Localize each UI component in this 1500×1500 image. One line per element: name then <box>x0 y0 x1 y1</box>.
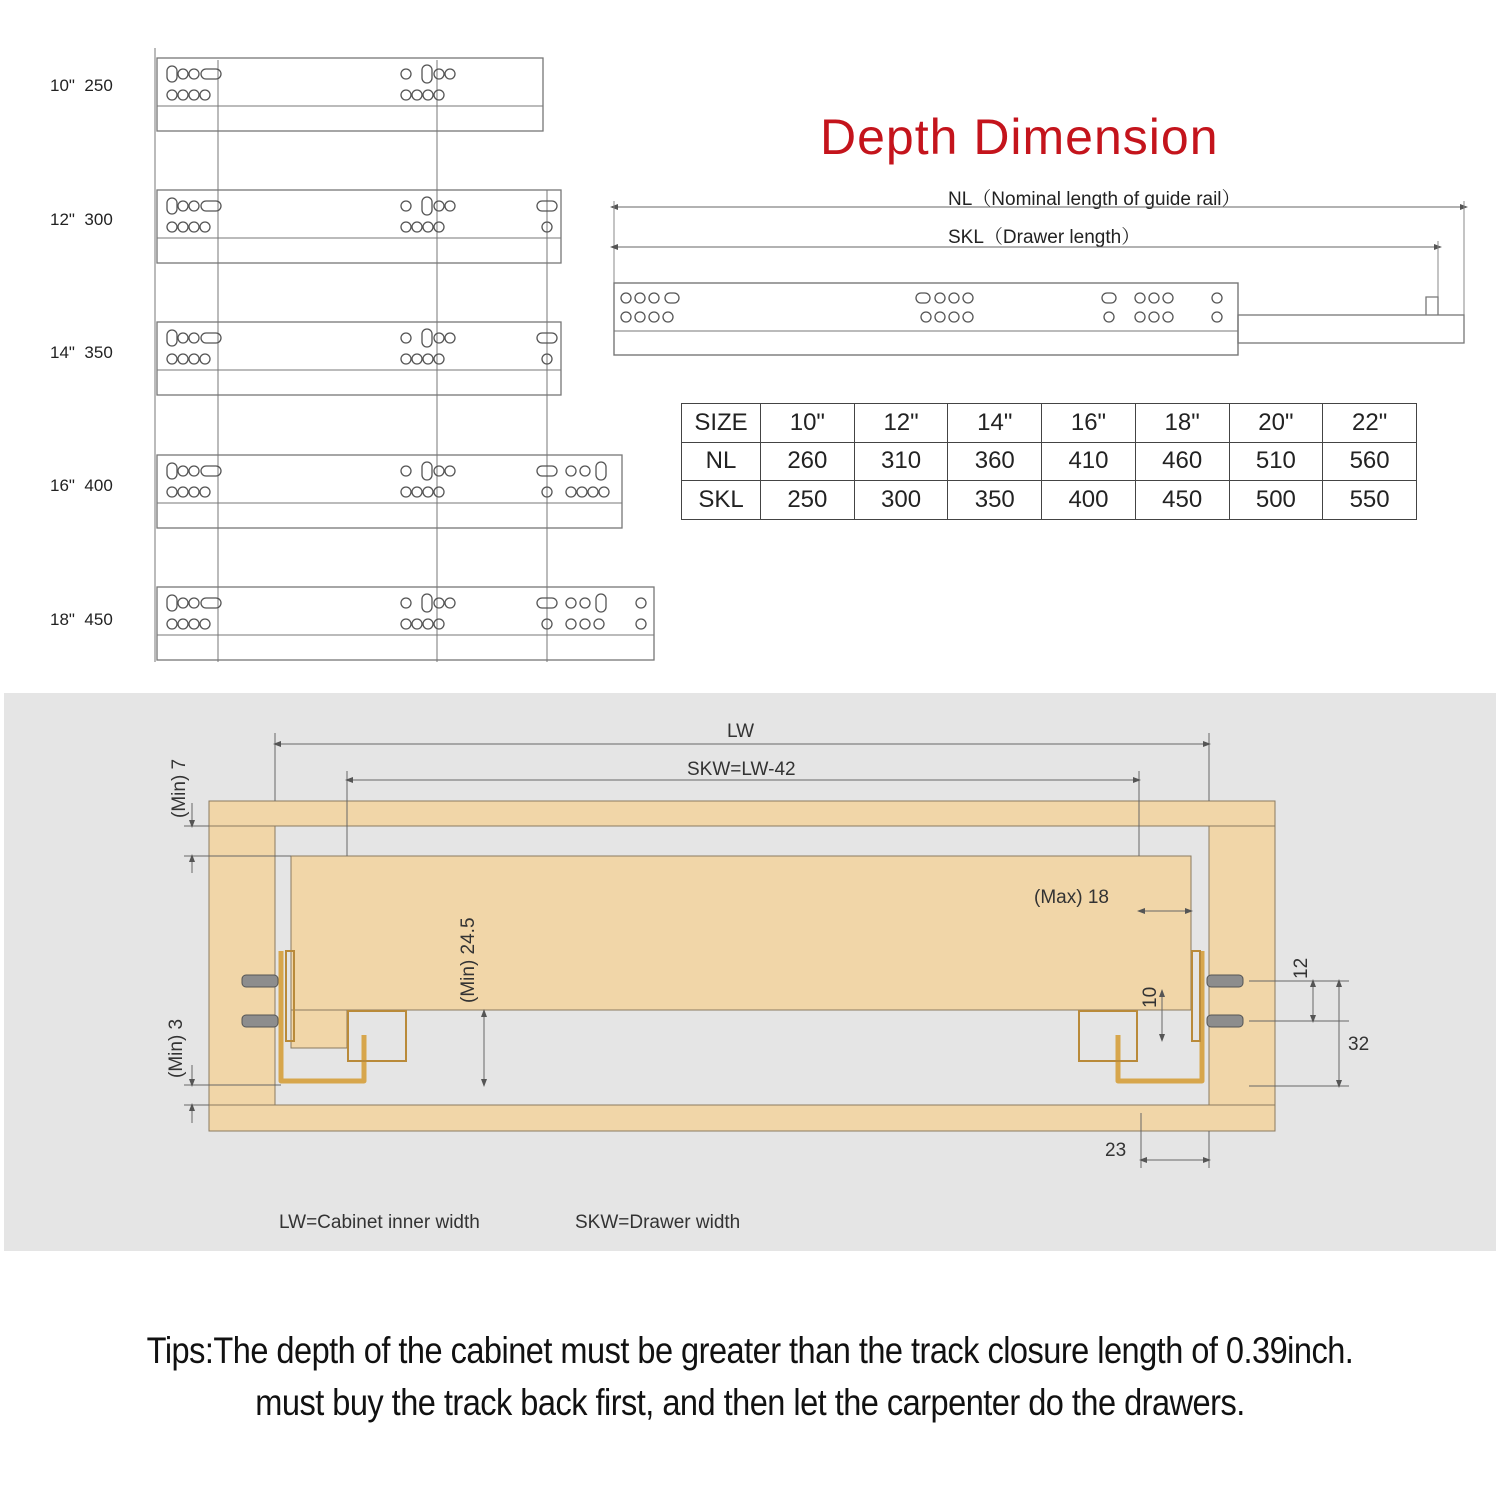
rail-16-drawing <box>157 455 622 528</box>
size-table <box>681 403 1417 520</box>
rail-label-14: 14" 350 <box>50 343 113 362</box>
table-cell: 400 <box>1042 481 1136 520</box>
table-cell: SKL <box>682 481 761 520</box>
table-cell: 16" <box>1042 404 1136 443</box>
table-row <box>682 442 1417 481</box>
table-cell: 20" <box>1229 404 1323 443</box>
rail-label-10: 10" 250 <box>50 76 113 95</box>
rail-label-16: 16" 400 <box>50 476 113 495</box>
table-row <box>682 404 1417 443</box>
table-cell: 360 <box>948 442 1042 481</box>
table-cell: 560 <box>1323 442 1417 481</box>
rail-10-drawing <box>157 58 543 131</box>
table-cell: 500 <box>1229 481 1323 520</box>
table-cell: NL <box>682 442 761 481</box>
max18-label: (Max) 18 <box>1034 887 1109 908</box>
table-cell: 300 <box>854 481 948 520</box>
table-cell: 350 <box>948 481 1042 520</box>
rail-18-drawing <box>157 587 654 660</box>
table-cell: 260 <box>761 442 855 481</box>
rail-label-18: 18" 450 <box>50 610 113 629</box>
page-title: Depth Dimension <box>820 109 1219 165</box>
tips-line-2: must buy the track back first, and then let the carpenter do the drawers. <box>255 1382 1245 1423</box>
table-cell: 14" <box>948 404 1042 443</box>
table-cell: 550 <box>1323 481 1417 520</box>
table-cell: 250 <box>761 481 855 520</box>
table-cell: 22" <box>1323 404 1417 443</box>
dim-32-label: 32 <box>1348 1034 1370 1055</box>
dim-10-label: 10 <box>1140 986 1161 1008</box>
skw-dimension-label: SKW=LW-42 <box>687 759 796 780</box>
cabinet-cross-section-panel <box>4 693 1496 1251</box>
guide-rail-drawing <box>600 195 1480 365</box>
min3-label: (Min) 3 <box>166 1018 187 1078</box>
tips-line-1: Tips:The depth of the cabinet must be greater than the track closure length of 0.39inch. <box>146 1330 1354 1371</box>
dim-23-label: 23 <box>1105 1140 1127 1161</box>
dim-12-label: 12 <box>1291 957 1312 979</box>
table-cell: 310 <box>854 442 948 481</box>
rail-drawings <box>0 0 700 680</box>
table-cell: 510 <box>1229 442 1323 481</box>
table-cell: 460 <box>1135 442 1229 481</box>
cabinet-cross-section-drawing <box>4 693 1496 1251</box>
lw-dimension-label: LW <box>727 721 755 742</box>
rail-label-12: 12" 300 <box>50 210 113 229</box>
legend-lw: LW=Cabinet inner width <box>279 1212 480 1233</box>
table-cell: 18" <box>1135 404 1229 443</box>
skl-label: SKL（Drawer length） <box>948 227 1141 248</box>
table-cell: 410 <box>1042 442 1136 481</box>
table-cell: 10" <box>761 404 855 443</box>
table-cell: 450 <box>1135 481 1229 520</box>
min24-5-label: (Min) 24.5 <box>458 917 479 1003</box>
table-cell: SIZE <box>682 404 761 443</box>
legend-skw: SKW=Drawer width <box>575 1212 741 1233</box>
min7-label: (Min) 7 <box>169 758 190 818</box>
nl-label: NL（Nominal length of guide rail） <box>948 189 1241 210</box>
table-cell: 12" <box>854 404 948 443</box>
table-row <box>682 481 1417 520</box>
